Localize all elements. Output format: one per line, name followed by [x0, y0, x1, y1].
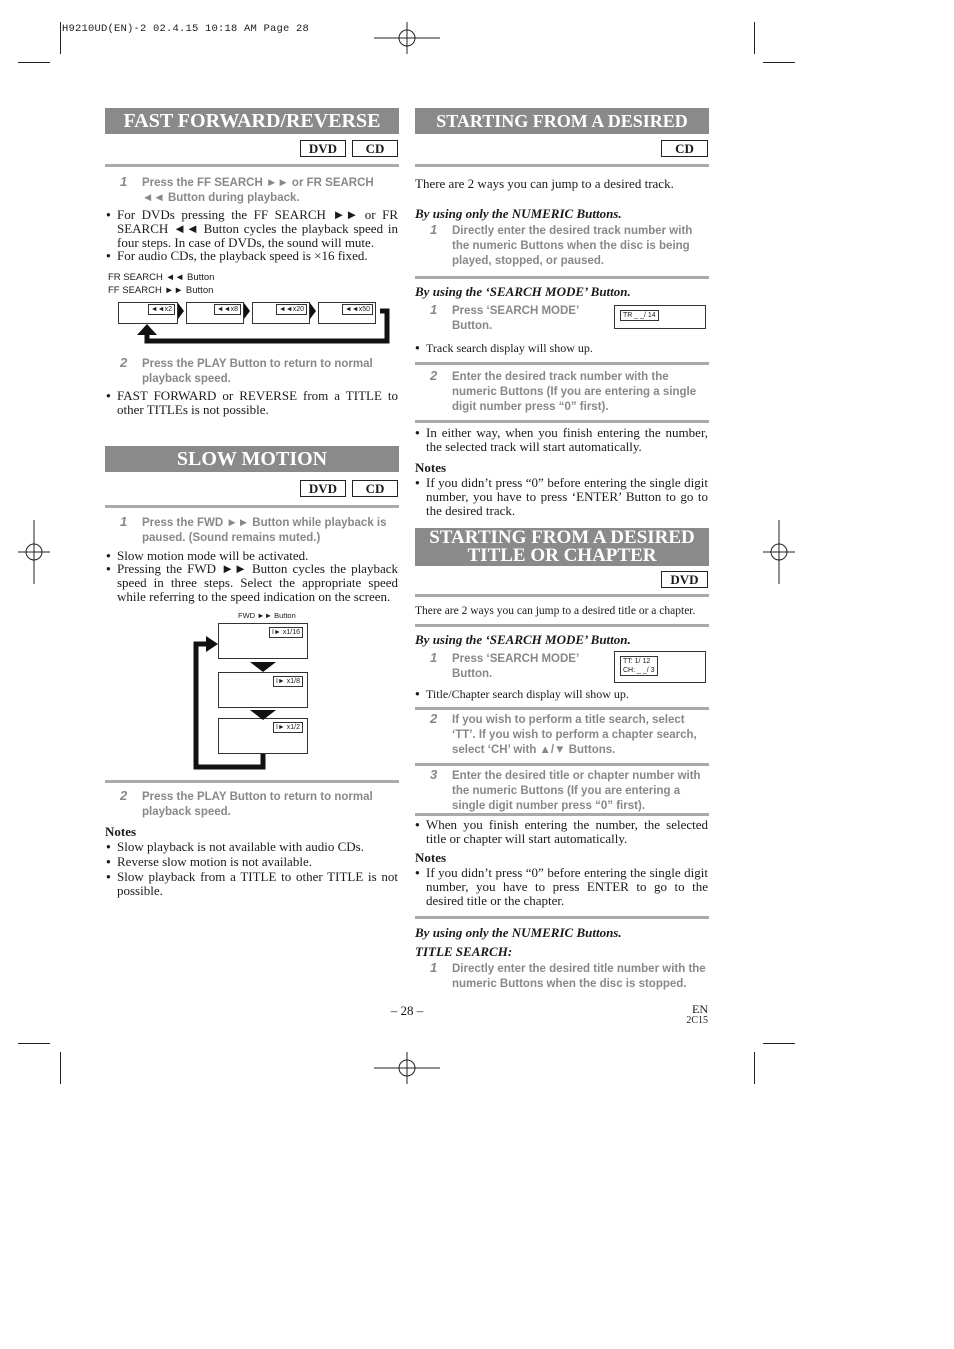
title-search-screen	[614, 651, 706, 683]
title-search-subheading: TITLE SEARCH:	[415, 944, 513, 959]
track-intro: There are 2 ways you can jump to a desired track.	[415, 176, 674, 191]
slow-bullet-1: ● Slow motion mode will be activated.	[106, 549, 398, 563]
section-rule	[415, 707, 709, 710]
title-bullet-1: ● Title/Chapter search display will show up.	[415, 687, 708, 701]
crop-mark	[754, 22, 755, 54]
ff-bullet-3: ● FAST FORWARD or REVERSE from a TITLE to other TITLEs is not possible.	[106, 389, 398, 417]
crop-mark	[763, 1043, 795, 1044]
desired-title-heading: STARTING FROM A DESIRED TITLE OR CHAPTER	[415, 528, 709, 566]
title-numeric-step-1: 1 Directly enter the desired title number with the numeric Buttons when the disc is stopped.	[430, 960, 706, 990]
speed-readout: I► x1/2	[273, 722, 303, 733]
registration-mark-icon	[18, 520, 50, 584]
page-number: – 28 –	[390, 1003, 424, 1018]
track-note: ● If you didn’t press “0” before entering the single digit number, you have to press ‘ENTER’ Button to go to the desired track.	[415, 476, 708, 518]
cd-badge: CD	[661, 140, 708, 157]
section-rule	[415, 813, 709, 816]
model-code: 2C15	[686, 1015, 708, 1026]
section-rule	[415, 276, 709, 279]
desired-track-heading: STARTING FROM A DESIRED TRACK	[415, 108, 709, 134]
section-rule	[415, 763, 709, 766]
section-rule	[415, 420, 709, 423]
title-step-3: 3 Enter the desired title or chapter number with the numeric Buttons (If you are entering a single digit number press “0” first).	[430, 767, 701, 812]
crop-mark	[60, 22, 61, 54]
print-slug: H9210UD(EN)-2 02.4.15 10:18 AM Page 28	[62, 23, 310, 35]
title-search-readout: TT: 1/ 12 CH: _ _/ 3	[620, 656, 658, 676]
note-item: ● Slow playback from a TITLE to other TITLE is not possible.	[106, 870, 398, 898]
crop-mark	[18, 62, 50, 63]
ff-step-2: 2 Press the PLAY Button to return to normal playback speed.	[120, 355, 373, 385]
track-search-readout: TR _ _/ 14	[620, 310, 659, 321]
registration-mark-icon	[374, 1052, 440, 1084]
slow-step-1: 1 Press the FWD ►► Button while playback is paused. (Sound remains muted.)	[120, 514, 387, 544]
title-intro: There are 2 ways you can jump to a desired title or a chapter.	[415, 605, 696, 617]
speed-readout: I► x1/16	[269, 627, 303, 638]
track-search-step-2: 2 Enter the desired track number with the numeric Buttons (If you are entering a single digit number press “0” first).	[430, 368, 697, 413]
section-rule	[105, 164, 399, 167]
section-rule	[105, 780, 399, 783]
track-bullet-2: ● In either way, when you finish entering the number, the selected track will start automatically.	[415, 426, 708, 454]
cd-badge: CD	[352, 480, 398, 497]
track-search-step-1: 1 Press ‘SEARCH MODE’ Button.	[430, 302, 579, 332]
track-bullet-1: ● Track search display will show up.	[415, 341, 708, 355]
cycle-arrow-icon	[190, 636, 280, 772]
speed-readout: I► x1/8	[273, 676, 303, 687]
note-item: ● Slow playback is not available with audio CDs.	[106, 840, 398, 854]
cd-badge: CD	[352, 140, 398, 157]
speed-readout: ◄◄x8	[214, 304, 241, 315]
fast-forward-heading: FAST FORWARD/REVERSE	[105, 108, 399, 134]
track-numeric-step-1: 1 Directly enter the desired track number with the numeric Buttons when the disc is being played, stopped, or paused.	[430, 222, 693, 267]
slow-step-2: 2 Press the PLAY Button to return to normal playback speed.	[120, 788, 373, 818]
crop-mark	[60, 1052, 61, 1084]
speed-readout: ◄◄x2	[148, 304, 175, 315]
dvd-badge: DVD	[300, 140, 346, 157]
speed-readout: ◄◄x50	[342, 304, 373, 315]
title-step-2: 2 If you wish to perform a title search, select ‘TT’. If you wish to perform a chapter search, select ‘CH’ with ▲/▼ Buttons.	[430, 711, 697, 756]
numeric-subheading: By using only the NUMERIC Buttons.	[415, 925, 622, 940]
notes-heading: Notes	[105, 824, 137, 839]
search-mode-subheading: By using the ‘SEARCH MODE’ Button.	[415, 632, 631, 647]
slow-bullet-2: ● Pressing the FWD ►► Button cycles the playback speed in three steps. Select the appropriate speed while referring to the speed indication on the screen.	[106, 562, 398, 604]
title-note: ● If you didn’t press “0” before entering the single digit number, you have to press ENTER to go to the desired title or the chapter.	[415, 866, 708, 908]
dvd-badge: DVD	[300, 480, 346, 497]
section-rule	[415, 594, 709, 597]
search-mode-subheading: By using the ‘SEARCH MODE’ Button.	[415, 284, 631, 299]
registration-mark-icon	[374, 22, 440, 54]
section-rule	[415, 362, 709, 365]
ff-step-1: 1 Press the FF SEARCH ►► or FR SEARCH ◄◄ Button during playback.	[120, 174, 374, 204]
fr-search-label: FR SEARCH ◄◄ Button	[108, 272, 215, 283]
ff-bullet-1: ● For DVDs pressing the FF SEARCH ►► or FR SEARCH ◄◄ Button cycles the playback speed in four steps. In case of DVDs, the sound will mute.	[106, 208, 398, 250]
speed-readout: ◄◄x20	[276, 304, 307, 315]
title-bullet-2: ● When you finish entering the number, the selected title or chapter will start automatically.	[415, 818, 708, 846]
crop-mark	[18, 1043, 50, 1044]
notes-heading: Notes	[415, 850, 447, 865]
fwd-button-label: FWD ►► Button	[238, 611, 296, 620]
cycle-arrow-icon	[130, 300, 395, 346]
crop-mark	[763, 62, 795, 63]
ff-search-label: FF SEARCH ►► Button	[108, 285, 214, 296]
slow-motion-heading: SLOW MOTION	[105, 446, 399, 472]
section-rule	[415, 916, 709, 919]
numeric-subheading: By using only the NUMERIC Buttons.	[415, 206, 622, 221]
registration-mark-icon	[763, 520, 795, 584]
track-search-screen	[614, 305, 706, 329]
crop-mark	[754, 1052, 755, 1084]
notes-heading: Notes	[415, 460, 447, 475]
section-rule	[415, 624, 709, 627]
dvd-badge: DVD	[661, 571, 708, 588]
section-rule	[105, 505, 399, 508]
language-code: EN	[692, 1002, 708, 1016]
section-rule	[415, 164, 709, 167]
ff-bullet-2: ● For audio CDs, the playback speed is ×16 fixed.	[106, 249, 398, 263]
note-item: ● Reverse slow motion is not available.	[106, 855, 398, 869]
title-step-1: 1 Press ‘SEARCH MODE’ Button.	[430, 650, 579, 680]
